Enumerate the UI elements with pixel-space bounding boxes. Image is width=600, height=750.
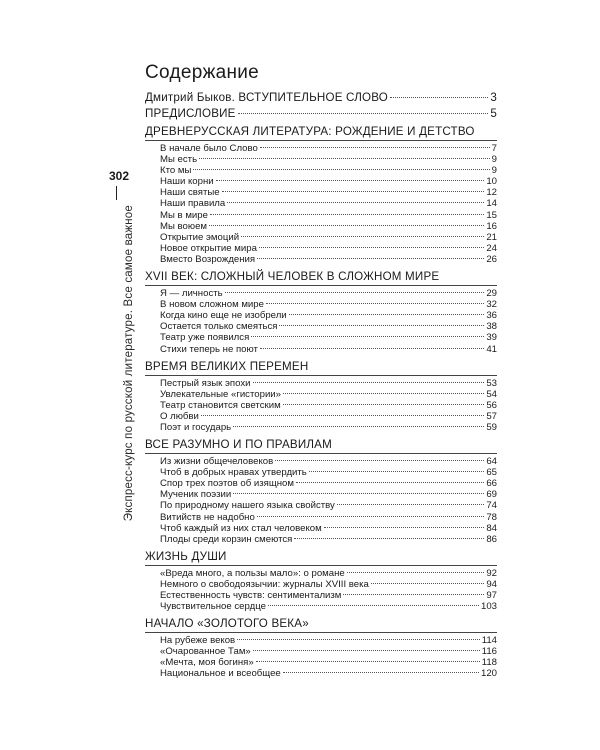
toc-item[interactable] [160,422,497,433]
toc-item[interactable] [160,198,497,209]
section-title: ЖИЗНЬ ДУШИ [145,549,227,563]
dot-leader [283,404,485,405]
toc-item[interactable] [160,579,497,590]
section-title: XVII ВЕК: СЛОЖНЫЙ ЧЕЛОВЕК В СЛОЖНОМ МИРЕ [145,270,440,284]
item-page: 56 [486,399,497,411]
dot-leader [260,348,484,349]
item-title: Плоды среди корзин смеются [160,533,293,545]
item-title: Стихи теперь не поют [160,343,258,355]
item-page: 59 [486,421,497,433]
item-title: Чтоб в добрых нравах утвердить [160,467,307,479]
dot-leader [266,303,484,304]
item-title: Чтоб каждый из них стал человеком [160,522,322,534]
section-title: НАЧАЛО «ЗОЛОТОГО ВЕКА» [145,617,309,631]
item-page: 10 [486,176,497,188]
toc-section [145,548,497,612]
item-page: 14 [486,198,497,210]
item-page: 69 [486,489,497,501]
toc-item[interactable] [160,523,497,534]
item-page: 94 [486,578,497,590]
toc-item[interactable] [160,512,497,523]
item-title: Остается только смеяться [160,321,278,333]
dot-leader [289,314,485,315]
toc-item[interactable] [160,646,497,657]
entry-title: Дмитрий Быков. ВСТУПИТЕЛЬНОЕ СЛОВО [145,91,389,104]
dot-leader [343,594,484,595]
item-page: 116 [481,646,497,658]
dot-leader [268,605,479,606]
section-header[interactable] [145,548,497,566]
toc-item[interactable] [160,378,497,389]
item-page: 41 [486,343,497,355]
item-page: 54 [486,388,497,400]
toc-item[interactable] [160,299,497,310]
toc-item[interactable] [160,221,497,232]
item-page: 103 [480,601,497,613]
item-page: 9 [491,165,497,177]
item-title: Увлекательные «гистории» [160,388,281,400]
item-title: Мы есть [160,154,198,166]
toc-item[interactable] [160,467,497,478]
section-title: ДРЕВНЕРУССКАЯ ЛИТЕРАТУРА: РОЖДЕНИЕ И ДЕТСТВО [145,125,475,138]
toc-item[interactable] [160,332,497,343]
dot-leader [233,493,484,494]
dot-leader [201,415,484,416]
item-page: 53 [486,377,497,389]
section-items [145,286,497,355]
section-items [145,566,497,612]
section-items [145,454,497,545]
dot-leader [227,202,484,203]
item-page: 12 [486,187,497,199]
dot-leader [390,97,488,98]
item-page: 64 [486,456,497,468]
item-title: Мученик поэзии [160,489,232,501]
item-page: 16 [486,220,497,232]
item-title: Чувствительное сердце [160,601,266,613]
item-page: 39 [486,332,497,344]
page-number: 302 [109,169,130,183]
item-title: «Очарованное Там» [160,646,251,658]
toc-section [145,358,497,433]
toc-item[interactable] [160,635,497,646]
toc-item[interactable] [160,143,497,154]
dot-leader [257,258,484,259]
section-header[interactable] [145,268,497,286]
item-page: 120 [480,668,497,680]
section-items [145,141,497,265]
running-title: Экспресс-курс по русской литературе. Все самое важное [123,205,135,522]
dot-leader [251,336,484,337]
toc-sections [145,123,497,680]
item-title: Немного о свободоязычии: журналы XVIII века [160,578,369,590]
item-title: О любви [160,410,199,422]
item-page: 36 [486,310,497,322]
section-header[interactable] [145,123,497,141]
section-items [145,376,497,433]
item-page: 9 [491,154,497,166]
toc-section [145,436,497,545]
dot-leader [275,460,484,461]
item-title: Естественность чувств: сентиментализм [160,590,342,601]
dot-leader [259,247,484,248]
dot-leader [337,504,484,505]
toc-entry-preface[interactable] [145,106,497,122]
item-title: Национальное и всеобщее [160,668,281,680]
toc-item[interactable] [160,165,497,176]
dot-leader [193,169,489,170]
toc-section [145,268,497,355]
toc-section [145,123,497,265]
toc-section [145,615,497,679]
item-title: Поэт и государь [160,421,232,433]
toc-item[interactable] [160,154,497,165]
item-title: Когда кино еще не изобрели [160,310,287,322]
item-title: «Вреда много, а пользы мало»: о романе [160,567,345,579]
item-page: 32 [486,299,497,311]
toc-item[interactable] [160,176,497,187]
section-header[interactable] [145,436,497,454]
entry-page: 5 [490,107,497,120]
toc-item[interactable] [160,344,497,355]
table-of-contents [145,90,497,680]
toc-item[interactable] [160,590,497,601]
toc-item[interactable] [160,232,497,243]
entry-title: ПРЕДИСЛОВИЕ [145,107,236,120]
item-title: Открытие эмоций [160,231,240,243]
item-title: В новом сложном мире [160,299,264,311]
item-page: 74 [486,500,497,512]
dot-leader [256,661,480,662]
dot-leader [279,325,484,326]
toc-item[interactable] [160,489,497,500]
dot-leader [237,639,480,640]
item-page: 57 [486,410,497,422]
dot-leader [238,113,489,114]
dot-leader [216,180,485,181]
toc-item[interactable] [160,668,497,679]
toc-item[interactable] [160,534,497,545]
item-title: Из жизни общечеловеков [160,456,274,468]
item-title: «Мечта, моя богиня» [160,657,254,669]
dot-leader [296,482,484,483]
dot-leader [309,471,485,472]
item-title: Наши корни [160,176,214,188]
section-header[interactable] [145,358,497,376]
toc-heading: Содержание [145,62,260,83]
item-title: Мы в мире [160,209,208,221]
item-title: В начале было Слово [160,143,258,154]
dot-leader [222,191,485,192]
item-title: Я — личность [160,288,223,300]
dot-leader [209,225,484,226]
toc-item[interactable] [160,500,497,511]
item-page: 66 [486,478,497,490]
section-title: ВРЕМЯ ВЕЛИКИХ ПЕРЕМЕН [145,359,309,373]
toc-entry-intro[interactable] [145,90,497,106]
item-title: На рубеже веков [160,635,236,647]
item-title: Наши правила [160,198,226,210]
entry-page: 3 [490,91,497,104]
toc-item[interactable] [160,411,497,422]
toc-item[interactable] [160,456,497,467]
section-items [145,633,497,679]
toc-item[interactable] [160,601,497,612]
item-title: Спор трех поэтов об изящном [160,478,294,490]
dot-leader [210,214,484,215]
item-title: По природному нашего языка свойству [160,500,335,512]
toc-item[interactable] [160,243,497,254]
item-title: Вместо Возрождения [160,253,256,265]
item-page: 78 [486,511,497,523]
dot-leader [233,426,484,427]
item-page: 92 [486,567,497,579]
item-title: Витийств не надобно [160,511,255,523]
dot-leader [294,538,484,539]
dot-leader [283,393,484,394]
toc-item[interactable] [160,187,497,198]
item-page: 114 [481,635,497,647]
toc-item[interactable] [160,400,497,411]
dot-leader [260,147,490,148]
dot-leader [257,516,485,517]
section-header[interactable] [145,615,497,633]
item-page: 38 [486,321,497,333]
item-page: 15 [486,209,497,221]
item-page: 97 [486,590,497,601]
toc-item[interactable] [160,254,497,265]
item-page: 24 [486,242,497,254]
section-title: ВСЕ РАЗУМНО И ПО ПРАВИЛАМ [145,438,332,452]
item-title: Мы воюем [160,220,208,232]
item-page: 7 [491,143,497,154]
item-title: Пестрый язык эпохи [160,377,251,389]
toc-item[interactable] [160,288,497,299]
item-page: 84 [486,522,497,534]
item-title: Новое открытие мира [160,242,257,254]
toc-item[interactable] [160,210,497,221]
dot-leader [241,236,484,237]
item-page: 86 [486,533,497,545]
toc-item[interactable] [160,310,497,321]
toc-item[interactable] [160,478,497,489]
toc-item[interactable] [160,389,497,400]
toc-item[interactable] [160,568,497,579]
dot-leader [283,672,479,673]
item-title: Театр становится светским [160,399,281,411]
item-page: 65 [486,467,497,479]
dot-leader [253,382,485,383]
item-title: Наши святые [160,187,220,199]
item-title: Театр уже появился [160,332,250,344]
item-page: 26 [486,253,497,265]
dot-leader [347,572,485,573]
dot-leader [225,292,485,293]
dot-leader [371,583,484,584]
toc-item[interactable] [160,657,497,668]
toc-item[interactable] [160,321,497,332]
margin-rule [116,186,117,200]
dot-leader [199,158,490,159]
dot-leader [253,650,480,651]
dot-leader [324,527,485,528]
item-page: 29 [486,288,497,300]
item-page: 118 [481,657,497,669]
item-title: Кто мы [160,165,192,177]
item-page: 21 [486,231,497,243]
